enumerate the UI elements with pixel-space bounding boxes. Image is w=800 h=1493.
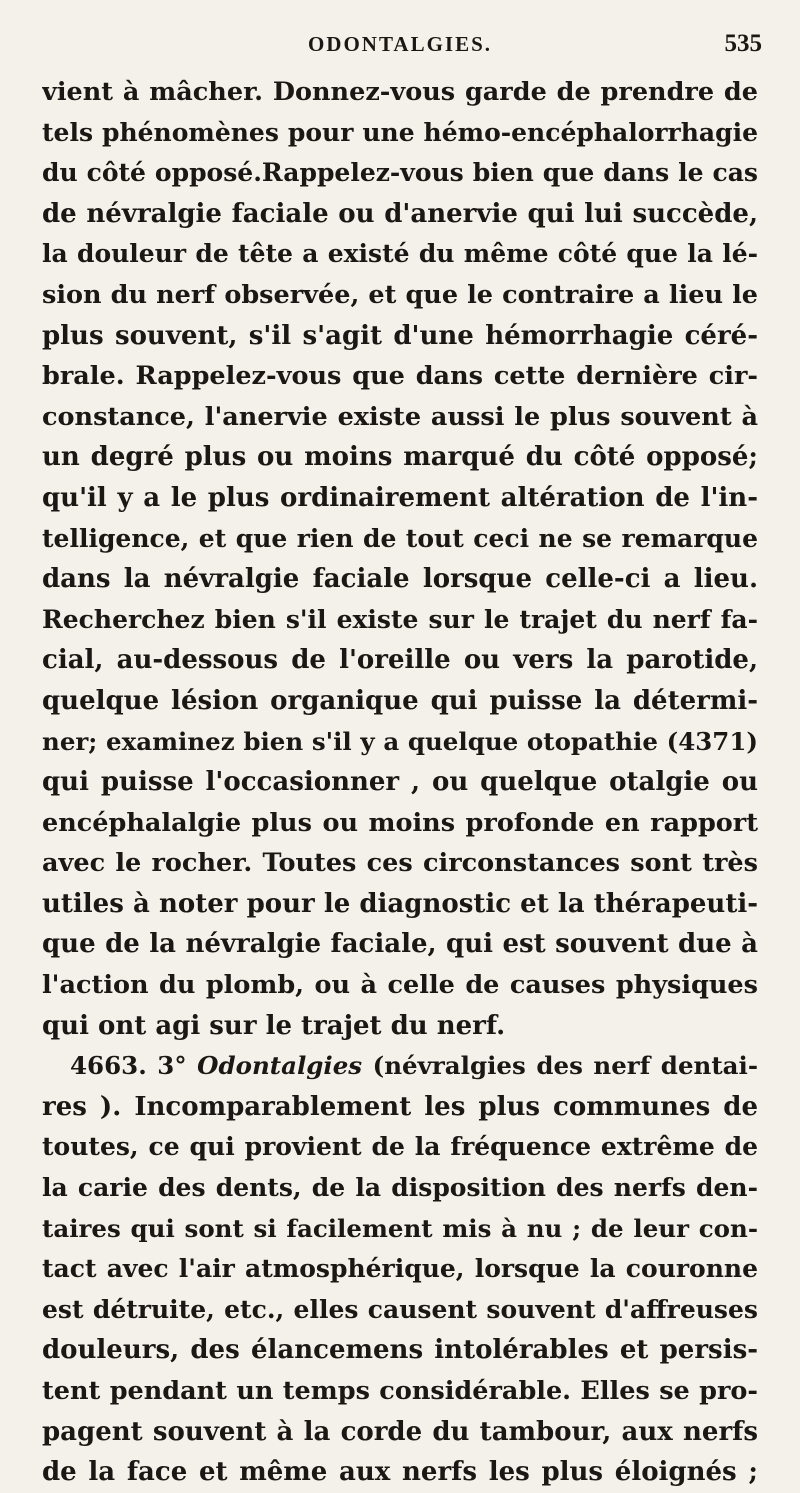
text-line: quelque lésion organique qui puisse la détermi- bbox=[42, 685, 758, 716]
page-number: 535 bbox=[724, 30, 762, 57]
heading-line-rest: (névralgies des nerf dentai- bbox=[372, 1051, 758, 1081]
text-line: qui ont agi sur le trajet du nerf. bbox=[42, 1010, 506, 1041]
text-line: brale. Rappelez-vous que dans cette dernière cir- bbox=[42, 361, 758, 392]
text-line: la douleur de tête a existé du même côté que la lé- bbox=[42, 239, 758, 269]
text-line: l'action du plomb, ou à celle de causes physiques bbox=[42, 970, 758, 1001]
text-line: la carie des dents, de la disposition des nerfs den- bbox=[42, 1173, 758, 1203]
text-line: tact avec l'air atmosphérique, lorsque la couronne bbox=[42, 1254, 758, 1284]
text-line: avec le rocher. Toutes ces circonstances sont très bbox=[42, 848, 758, 879]
text-line: cial, au-dessous de l'oreille ou vers la parotide, bbox=[42, 645, 758, 676]
section-title: Odontalgies bbox=[197, 1051, 363, 1081]
text-line: de la face et même aux nerfs les plus éloignés ; bbox=[42, 1457, 758, 1488]
running-head bbox=[0, 32, 800, 62]
text-line: du côté opposé.Rappelez-vous bien que dans le cas bbox=[42, 158, 758, 188]
text-line: pagent souvent à la corde du tambour, aux nerfs bbox=[42, 1416, 758, 1447]
text-line: qu'il y a le plus ordinairement altération de l'in- bbox=[42, 482, 758, 513]
text-line: constance, l'anervie existe aussi le plus souvent à bbox=[42, 401, 758, 432]
text-line: res ). Incomparablement les plus communes de bbox=[42, 1091, 758, 1122]
text-line: de névralgie faciale ou d'anervie qui lui succède, bbox=[42, 198, 758, 229]
body-text bbox=[42, 72, 758, 1493]
text-line: que de la névralgie faciale, qui est souvent due à bbox=[42, 929, 758, 960]
text-line: encéphalalgie plus ou moins profonde en rapport bbox=[42, 807, 758, 838]
text-line: un degré plus ou moins marqué du côté opposé; bbox=[42, 442, 758, 473]
text-line: douleurs, des élancemens intolérables et persis- bbox=[42, 1335, 758, 1366]
text-line: toutes, ce qui provient de la fréquence extrême de bbox=[42, 1132, 758, 1162]
text-line: utiles à noter pour le diagnostic et la thérapeuti- bbox=[42, 888, 758, 919]
paragraph-heading-line bbox=[42, 1046, 758, 1087]
running-title: ODONTALGIES. bbox=[307, 32, 493, 56]
text-line: dans la névralgie faciale lorsque celle-ci a lieu. bbox=[42, 564, 758, 595]
text-line: plus souvent, s'il s'agit d'une hémorrhagie céré- bbox=[42, 320, 758, 351]
text-line: vient à mâcher. Donnez-vous garde de prendre de bbox=[42, 77, 758, 107]
text-line: tent pendant un temps considérable. Elles se pro- bbox=[42, 1376, 758, 1406]
text-line: ner; examinez bien s'il y a quelque otopathie (4371) bbox=[42, 726, 758, 756]
paragraph-number: 4663. 3° bbox=[70, 1051, 187, 1081]
text-line: tels phénomènes pour une hémo-encéphalorrhagie bbox=[42, 117, 758, 147]
text-line: Recherchez bien s'il existe sur le trajet du nerf fa- bbox=[42, 604, 758, 634]
text-line: est détruite, etc., elles causent souvent d'affreuses bbox=[42, 1294, 758, 1324]
text-line: telligence, et que rien de tout ceci ne se remarque bbox=[42, 523, 758, 553]
text-line: taires qui sont si facilement mis à nu ; de leur con- bbox=[42, 1213, 758, 1243]
text-line: sion du nerf observée, et que le contraire a lieu le bbox=[42, 279, 758, 310]
text-line: qui puisse l'occasionner , ou quelque otalgie ou bbox=[42, 767, 758, 798]
